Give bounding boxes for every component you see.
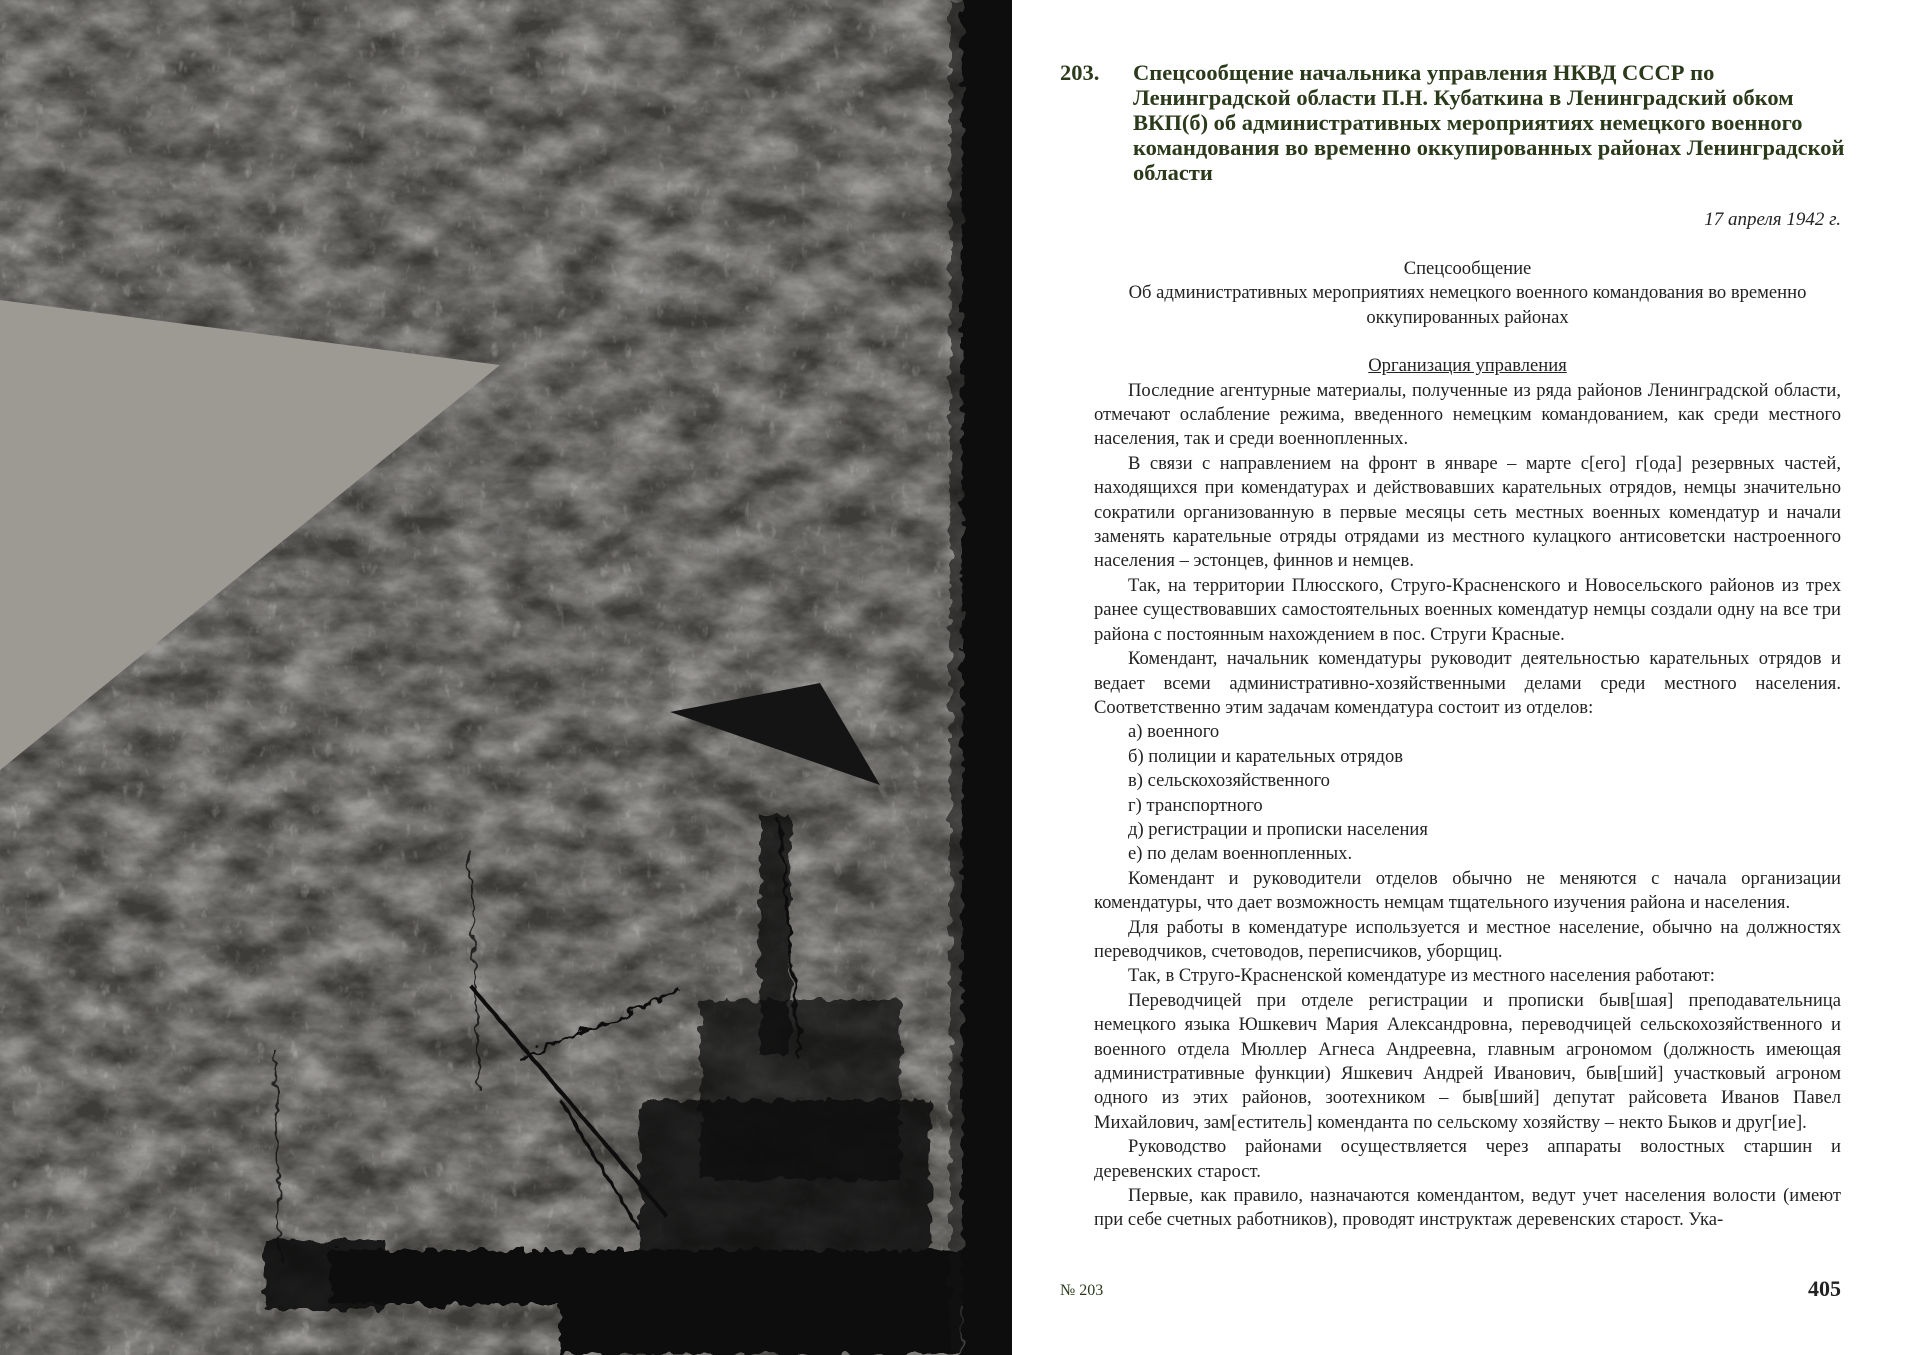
paragraph: Руководство районами осуществляется через аппараты волостных старшин и деревенских старост. <box>1094 1136 1841 1182</box>
document-date: 17 апреля 1942 г. <box>1704 209 1841 230</box>
document-page <box>1012 0 1920 1355</box>
department-list-item: в) сельскохозяйственного <box>1128 770 1330 792</box>
document-title: Спецсообщение начальника управления НКВД СССР по Ленинградской области П.Н. Кубаткина в Ленинградский обком ВКП(б) об административных мероприятиях немецкого военного командования во временно оккупированных районах Ленинградской области <box>1133 60 1845 185</box>
paragraph: Комендант, начальник комендатуры руководит деятельностью карательных отрядов и ведает всеми административно-хозяйственными делами среди местного населения. Соответственно этим задачам комендатура состоит из отделов: <box>1094 648 1841 718</box>
paragraph: В связи с направлением на фронт в январе – марте с[его] г[ода] резервных частей, находящихся при комендатурах и действовавших карательных отрядов, немцы значительно сократили организованную в первые месяцы сеть местных военных комендатур и начали заменять карательные отряды отрядами из местного кулацкого антисоветски настроенного населения – эстонцев, финнов и немцев. <box>1094 452 1841 572</box>
paragraph: Для работы в комендатуре используется и местное население, обычно на должностях переводчиков, счетоводов, переписчиков, уборщиц. <box>1094 916 1841 962</box>
section-title: Организация управления <box>1368 355 1567 377</box>
document-subject: Об административных мероприятиях немецкого военного командования во временно оккупированных районах <box>1128 282 1807 328</box>
paragraph: Так, в Струго-Красненской комендатуре из местного населения работают: <box>1128 965 1715 987</box>
department-list-item: а) военного <box>1128 721 1220 743</box>
document-heading <box>1060 60 1860 185</box>
document-number: 203. <box>1060 60 1100 85</box>
department-list-item: д) регистрации и прописки населения <box>1128 818 1428 840</box>
document-body <box>1094 257 1841 1233</box>
paragraph: Так, на территории Плюсского, Струго-Красненского и Новосельского районов из трех ранее существовавших самостоятельных военных комендатур немцы создали одну на все три района с постоянным нахождением в пос. Струги Красные. <box>1094 574 1841 645</box>
department-list-item: б) полиции и карательных отрядов <box>1128 745 1404 767</box>
footer-document-reference: № 203 <box>1060 1282 1104 1299</box>
paragraph: Первые, как правило, назначаются комендантом, ведут учет населения волости (имеют при себе счетных работников), проводят инструктаж деревенских старост. Ука- <box>1094 1185 1841 1231</box>
department-list-item: е) по делам военнопленных. <box>1128 843 1353 865</box>
document-type: Спецсообщение <box>1403 258 1532 279</box>
page-number: 405 <box>1808 1276 1841 1301</box>
paragraph: Переводчицей при отделе регистрации и прописки быв[шая] преподавательница немецкого языка Юшкевич Мария Александровна, переводчицей сельскохозяйственного и военного отдела Мюллер Агнеса Андреевна, главным агрономом (должность имеющая административные функции) Яшкевич Андрей Иванович, быв[ший] участковый агроном одного из этих районов, зоотехником – быв[ший] депутат райсовета Иванов Павел Михайлович, зам[еститель] коменданта по сельскому хозяйству – некто Быков и друг[ие]. <box>1094 989 1841 1133</box>
black-edge-band <box>950 0 1012 1355</box>
department-list-item: г) транспортного <box>1128 794 1263 816</box>
paragraph: Последние агентурные материалы, полученные из ряда районов Ленинградской области, отмечают ослабление режима, введенного немецким командованием, как среди местного населения, так и среди военнопленных. <box>1094 379 1841 450</box>
paragraph: Комендант и руководители отделов обычно не меняются с начала организации комендатуры, что дает возможность немцам тщательного изучения района и населения. <box>1094 867 1841 914</box>
